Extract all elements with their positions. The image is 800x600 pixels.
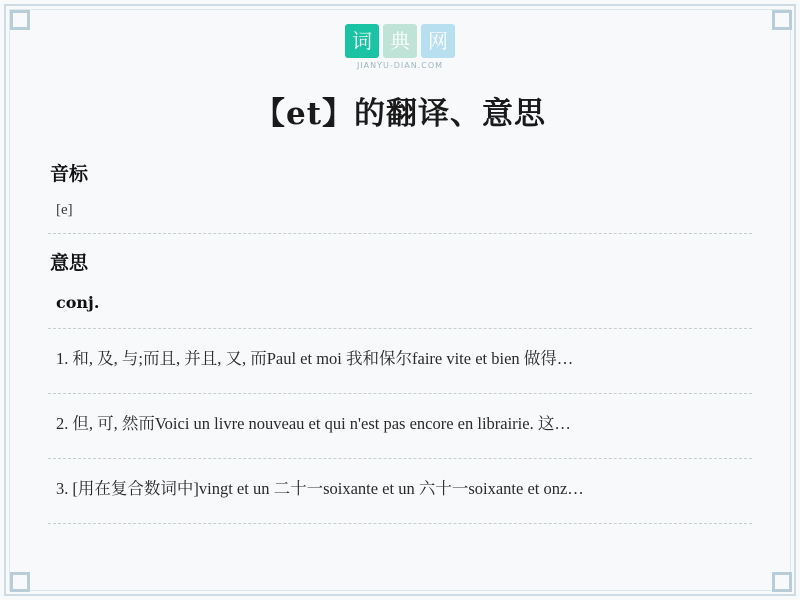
phonetic-value: [e] [56,202,73,218]
sense-text: [用在复合数词中]vingt et un 二十一soixante et un 六十一soixante et onz… [72,479,584,498]
sense-number: 2. [56,414,69,433]
site-logo[interactable] [48,24,752,70]
sense-text: 和, 及, 与;而且, 并且, 又, 而Paul et moi 我和保尔faire vite et bien 做得… [72,349,574,368]
meaning-heading: 意思 [50,252,89,274]
sense-number: 1. [56,349,69,368]
divider [48,233,752,234]
logo-block-1: 词 [345,24,379,58]
phonetic-heading: 音标 [50,163,89,185]
logo-blocks [343,24,457,58]
list-item [48,394,752,448]
sense-list [48,329,752,524]
logo-subtitle: JIANYU-DIAN.COM [356,61,444,70]
list-item [48,459,752,513]
part-of-speech: conj. [56,293,100,312]
list-item [48,329,752,383]
sense-number: 3. [56,479,69,498]
divider [48,523,752,524]
logo-block-3: 网 [421,24,455,58]
meaning-section [48,248,752,524]
page-title: 【et】的翻译、意思 [253,96,547,132]
sense-text: 但, 可, 然而Voici un livre nouveau et qui n'est pas encore en librairie. 这… [72,414,571,433]
logo-block-2: 典 [383,24,417,58]
phonetic-section [48,159,752,234]
